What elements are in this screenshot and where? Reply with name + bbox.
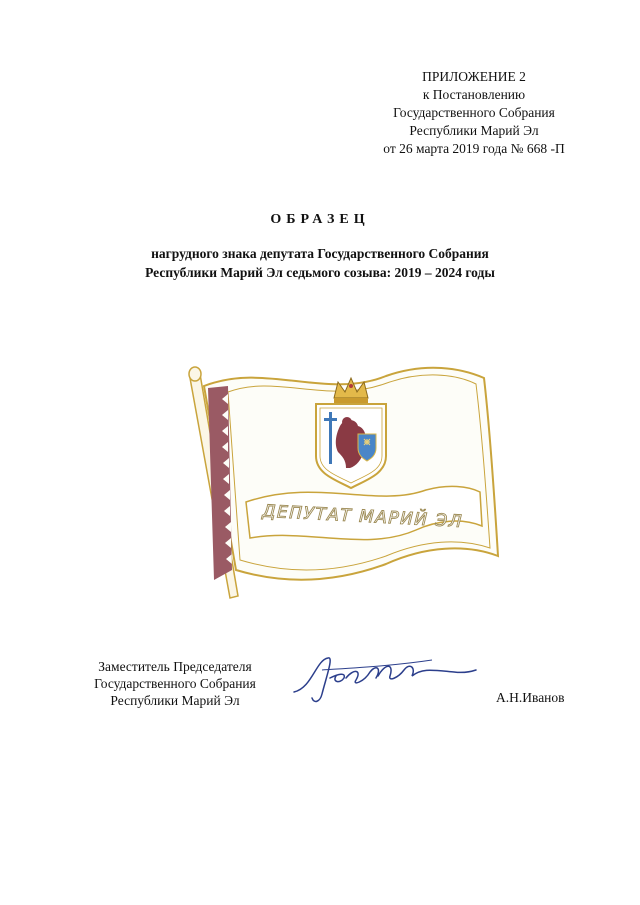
banner-text: ДЕПУТАТ МАРИЙ ЭЛ xyxy=(261,501,464,533)
appendix-ref: к Постановлению xyxy=(422,87,526,102)
signatory-name: А.Н.Иванов xyxy=(496,690,565,705)
document-subtitle xyxy=(0,244,640,282)
coat-of-arms-icon xyxy=(316,404,386,488)
appendix-date: от 26 марта 2019 года № 668 -П xyxy=(383,141,565,156)
appendix-number: ПРИЛОЖЕНИЕ 2 xyxy=(422,69,526,84)
pole-finial xyxy=(189,367,201,381)
handwritten-signature xyxy=(282,648,482,708)
appendix-body: Государственного Собрания xyxy=(393,105,555,120)
signatory-position xyxy=(70,658,280,709)
signatory-line-2: Государственного Собрания xyxy=(94,676,256,691)
signatory-line-3: Республики Марий Эл xyxy=(110,693,240,708)
subtitle-line-2: Республики Марий Эл седьмого созыва: 2019 – 2024 годы xyxy=(145,265,495,280)
appendix-header xyxy=(368,68,580,158)
subtitle-line-1: нагрудного знака депутата Государственного Собрания xyxy=(151,246,489,261)
appendix-republic: Республики Марий Эл xyxy=(409,123,539,138)
signatory-line-1: Заместитель Председателя xyxy=(98,659,252,674)
document-title: ОБРАЗЕЦ xyxy=(270,212,370,227)
deputy-badge-image xyxy=(176,360,516,600)
